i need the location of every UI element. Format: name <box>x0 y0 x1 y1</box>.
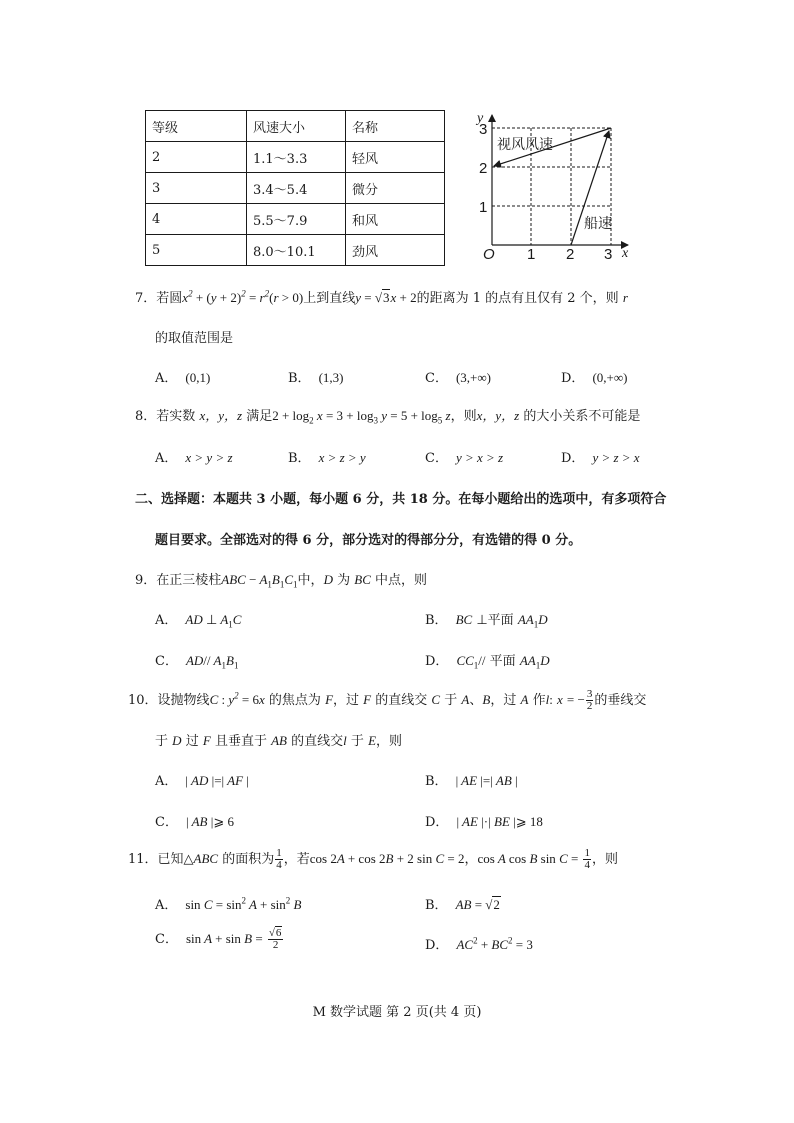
question-10-line1: 10．设抛物线C : $y^2 = 6x$ 的焦点为 F，过 F 的直线交 C 于 A、B，过 A 作l: x = − $\frac{3}{2}$ 的垂线交 <box>128 688 647 712</box>
question-number: 8． <box>135 409 157 424</box>
origin-label: O <box>483 246 495 263</box>
table-row <box>146 173 445 204</box>
x-tick-label: 3 <box>604 246 613 263</box>
question-10-option-a: A． | AD |=| AF | <box>155 773 249 789</box>
question-7-line1: 7．若圆$x^2 + (y + 2)^2 = r^2(r > 0)$上到直线y = √3x + 2的距离为 1 的点有且仅有 2 个，则 r <box>135 288 628 306</box>
table-cell: 5.5～7.9 <box>247 204 346 235</box>
question-11-option-d: D． $AC^2 + BC^2 = 3$ <box>425 935 533 953</box>
section-heading-line1: 二、选择题：本题共 3 小题，每小题 6 分，共 18 分。在每小题给出的选项中，有多项符合 <box>135 492 667 507</box>
page-footer: M 数学试题 第 2 页(共 4 页) <box>312 1005 482 1020</box>
question-8-option-b: B． x > z > y <box>288 450 366 466</box>
question-number: 9． <box>135 573 157 588</box>
table-cell: 4 <box>146 204 247 235</box>
section-heading-line2: 题目要求。全部选对的得 6 分，部分选对的得部分分，有选错的得 0 分。 <box>155 533 582 548</box>
x-tick-label: 1 <box>527 246 536 263</box>
question-9-option-a: A． AD ⊥ $A_1C$ <box>155 612 242 630</box>
question-10-line2: 于 D 过 F 且垂直于 AB 的直线交l 于 E，则 <box>155 733 403 749</box>
line-equation: y = √3x + 2 <box>355 290 417 305</box>
ship-speed-label: 船速 <box>584 216 612 232</box>
wind-vector-figure <box>470 108 640 268</box>
table-header-cell: 风速大小 <box>247 111 346 142</box>
question-10-option-c: C． | AB |⩾ 6 <box>155 814 234 830</box>
question-8-option-d: D． y > z > x <box>561 450 640 466</box>
question-8-option-c: C． y > x > z <box>425 450 504 466</box>
question-11-option-c: C． sin A + sin B = $\frac{√6}{2}$ <box>155 927 282 951</box>
circle-equation: $x^2 + (y + 2)^2 = r^2(r > 0)$ <box>182 288 304 305</box>
table-cell: 劲风 <box>346 235 445 266</box>
log-equation: $2 + \log_2 x = 3 + \log_3 y = 5 + \log_5 z$ <box>272 408 451 426</box>
question-7-option-c: C． (3,+∞) <box>425 370 491 386</box>
question-number: 11． <box>128 852 158 867</box>
question-10-option-d: D． | AE |·| BE |⩾ 18 <box>425 814 543 830</box>
y-tick-label: 1 <box>479 199 488 216</box>
question-number: 7． <box>135 291 157 306</box>
table-cell: 2 <box>146 142 247 173</box>
question-8-option-a: A． x > y > z <box>155 450 233 466</box>
table-cell: 3.4～5.4 <box>247 173 346 204</box>
y-axis-label: y <box>477 111 484 126</box>
apparent-wind-label: 视风风速 <box>497 137 553 153</box>
question-8-line1: 8．若实数 x，y，z 满足$2 + \log_2 x = 3 + \log_3 y = 5 + \log_5 z$，则x，y，z 的大小关系不可能是 <box>135 408 641 426</box>
table-row <box>146 235 445 266</box>
table-row <box>146 204 445 235</box>
question-7-option-d: D． (0,+∞) <box>561 370 628 386</box>
table-header-cell: 名称 <box>346 111 445 142</box>
table-cell: 3 <box>146 173 247 204</box>
y-tick-label: 2 <box>479 160 488 177</box>
question-7-option-b: B． (1,3) <box>288 370 344 386</box>
question-10-option-b: B． | AE |=| AB | <box>425 773 518 789</box>
question-9-line1: 9．在正三棱柱ABC − $A_1B_1C_1$中，D 为 BC 中点，则 <box>135 572 428 590</box>
table-cell: 轻风 <box>346 142 445 173</box>
table-cell: 8.0～10.1 <box>247 235 346 266</box>
question-7-option-a: A． (0,1) <box>155 370 211 386</box>
table-cell: 微分 <box>346 173 445 204</box>
question-7-line2: 的取值范围是 <box>155 331 234 346</box>
question-11-option-b: B． AB = √2 <box>425 897 500 913</box>
x-tick-label: 2 <box>566 246 575 263</box>
table-cell: 5 <box>146 235 247 266</box>
question-11-option-a: A． $\sin C = \sin^2 A + \sin^2 B$ <box>155 895 302 913</box>
x-axis-label: x <box>622 246 629 261</box>
table-cell: 1.1～3.3 <box>247 142 346 173</box>
question-9-option-d: D． $CC_1//$ 平面 $AA_1D$ <box>425 653 550 671</box>
question-9-option-c: C． AD// $A_1B_1$ <box>155 653 239 671</box>
table-header-cell: 等级 <box>146 111 247 142</box>
question-number: 10． <box>128 693 158 708</box>
table-row <box>146 142 445 173</box>
wind-scale-table <box>145 110 445 266</box>
y-tick-label: 3 <box>479 121 488 138</box>
question-9-option-b: B． BC ⊥平面 $AA_1D$ <box>425 612 548 630</box>
table-header-row <box>146 111 445 142</box>
question-11-line1: 11．已知△ABC 的面积为 $\frac{1}{4}$ ，若cos 2A + cos 2B + 2 sin C = 2，cos A cos B sin C = $\frac{1}{4}$ ，则 <box>128 847 618 871</box>
table-cell: 和风 <box>346 204 445 235</box>
